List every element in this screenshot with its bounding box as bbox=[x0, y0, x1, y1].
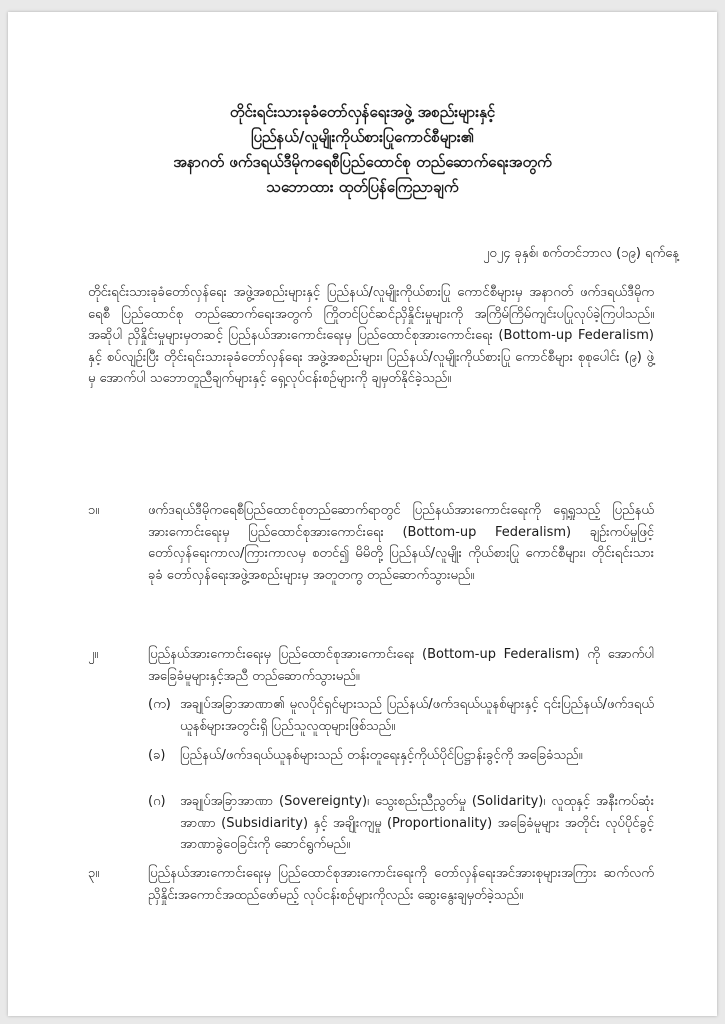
point-2-sub-ka-text: အချုပ်အခြာအာဏာ၏ မူလပိုင်ရှင်များသည် ပြည်နယ်/ဖက်ဒရယ်ယူနစ်များနှင့် ၎င်းပြည်နယ်/ဖက်ဒရယ်ယူနစ်များအတွင်းရှိ ပြည်သူလူထုများဖြစ်သည်။ bbox=[180, 697, 654, 734]
point-2-sub-ga-text: အချုပ်အခြာအာဏာ (Sovereignty)၊ သွေးစည်းညီညွတ်မှု (Solidarity)၊ လူထုနှင့် အနီးကပ်ဆုံးအာဏာ (Subsidiarity) နှင့် အချိုးကျမှု (Proportionality) အခြေခံမူများ အတိုင်း လုပ်ပိုင်ခွင့်အာဏာခွဲဝေခြင်းကို ဆောင်ရွက်မည်။ bbox=[180, 794, 654, 852]
point-3-number: ၃။ bbox=[88, 866, 100, 881]
point-2-sub-ka-label: (က) bbox=[148, 697, 171, 712]
title-line-4: သဘောထား ထုတ်ပြန်ကြေညာချက် bbox=[266, 178, 459, 196]
point-2-sub-kha-label: (ခ) bbox=[148, 748, 166, 763]
point-3-text: ပြည်နယ်အားကောင်းရေးမှ ပြည်ထောင်စုအားကောင်းရေးကို တော်လှန်ရေးအင်အားစုများအကြား ဆက်လက်ညှိနှိုင်းအကောင်အထည်ဖော်မည့် လုပ်ငန်းစဉ်များကိုလည်း ဆွေးနွေးချမှတ်ခဲ့သည်။ bbox=[148, 866, 654, 903]
point-2-sub-kha-text: ပြည်နယ်/ဖက်ဒရယ်ယူနစ်များသည် တန်းတူရေးနှင့်ကိုယ်ပိုင်ပြဋ္ဌာန်းခွင့်ကို အခြေခံသည်။ bbox=[180, 748, 583, 763]
title-line-1: တိုင်းရင်းသားခုခံတော်လှန်ရေးအဖွဲ့ အစည်းများနှင့် bbox=[229, 103, 496, 121]
document-date: ၂၀၂၄ ခုနှစ်၊ စက်တင်ဘာလ (၁၉) ရက်နေ့ bbox=[482, 246, 679, 261]
point-2-text: ပြည်နယ်အားကောင်းရေးမှ ပြည်ထောင်စုအားကောင်းရေး (Bottom-up Federalism) ကို အောက်ပါအခြေခံမူများနှင့်အညီ တည်ဆောက်သွားမည်။ bbox=[148, 647, 654, 684]
point-1-number: ၁။ bbox=[88, 503, 100, 518]
point-2-sub-ga-label: (ဂ) bbox=[148, 794, 166, 809]
point-1-text: ဖက်ဒရယ်ဒီမိုကရေစီပြည်ထောင်စုတည်ဆောက်ရာတွင် ပြည်နယ်အားကောင်းရေးကို ရှေ့ရှုသည့် ပြည်နယ်အားကောင်းရေးမှ ပြည်ထောင်စုအားကောင်းရေး (Bottom-up Federalism) ချဉ်းကပ်မှုဖြင့် တော်လှန်ရေးကာလ/ကြားကာလမှ စတင်၍ မိမိတို့ ပြည်နယ်/လူမျိုး ကိုယ်စားပြု ကောင်စီများ၊ တိုင်းရင်းသားခုခံ တော်လှန်ရေးအဖွဲ့အစည်းများမှ အတူတကွ တည်ဆောက်သွားမည်။ bbox=[148, 503, 654, 583]
title-line-3: အနာဂတ် ဖက်ဒရယ်ဒီမိုကရေစီပြည်ထောင်စု တည်ဆောက်ရေးအတွက် bbox=[173, 153, 552, 171]
point-2-number: ၂။ bbox=[88, 647, 99, 662]
document-page bbox=[8, 12, 717, 1016]
title-line-2: ပြည်နယ်/လူမျိုးကိုယ်စားပြုကောင်စီများ၏ bbox=[250, 128, 475, 146]
document-title bbox=[8, 100, 717, 200]
intro-paragraph: တိုင်းရင်းသားခုခံတော်လှန်ရေး အဖွဲ့အစည်းများနှင့် ပြည်နယ်/လူမျိုးကိုယ်စားပြု ကောင်စီများမှ အနာဂတ် ဖက်ဒရယ်ဒီမိုကရေစီ ပြည်ထောင်စု တည်ဆောက်ရေးအတွက် ကြိုတင်ပြင်ဆင်ညှိနှိုင်းမှုများကို အကြိမ်ကြိမ်ကျင်းပပြုလုပ်ခဲ့ကြပါသည်။ အဆိုပါ ညှိနှိုင်းမှုများမှတဆင့် ပြည်နယ်အားကောင်းရေးမှ ပြည်ထောင်စုအားကောင်းရေး (Bottom-up Federalism) နှင့် စပ်လျဉ်းပြီး တိုင်းရင်းသားခုခံတော်လှန်ရေး အဖွဲ့အစည်းများ၊ ပြည်နယ်/လူမျိုးကိုယ်စားပြု ကောင်စီများ စုစုပေါင်း (၉) ဖွဲ့မှ အောက်ပါ သဘောတူညီချက်များနှင့် ရှေ့လုပ်ငန်းစဉ်များကို ချမှတ်နိုင်ခဲ့သည်။ bbox=[88, 285, 654, 386]
